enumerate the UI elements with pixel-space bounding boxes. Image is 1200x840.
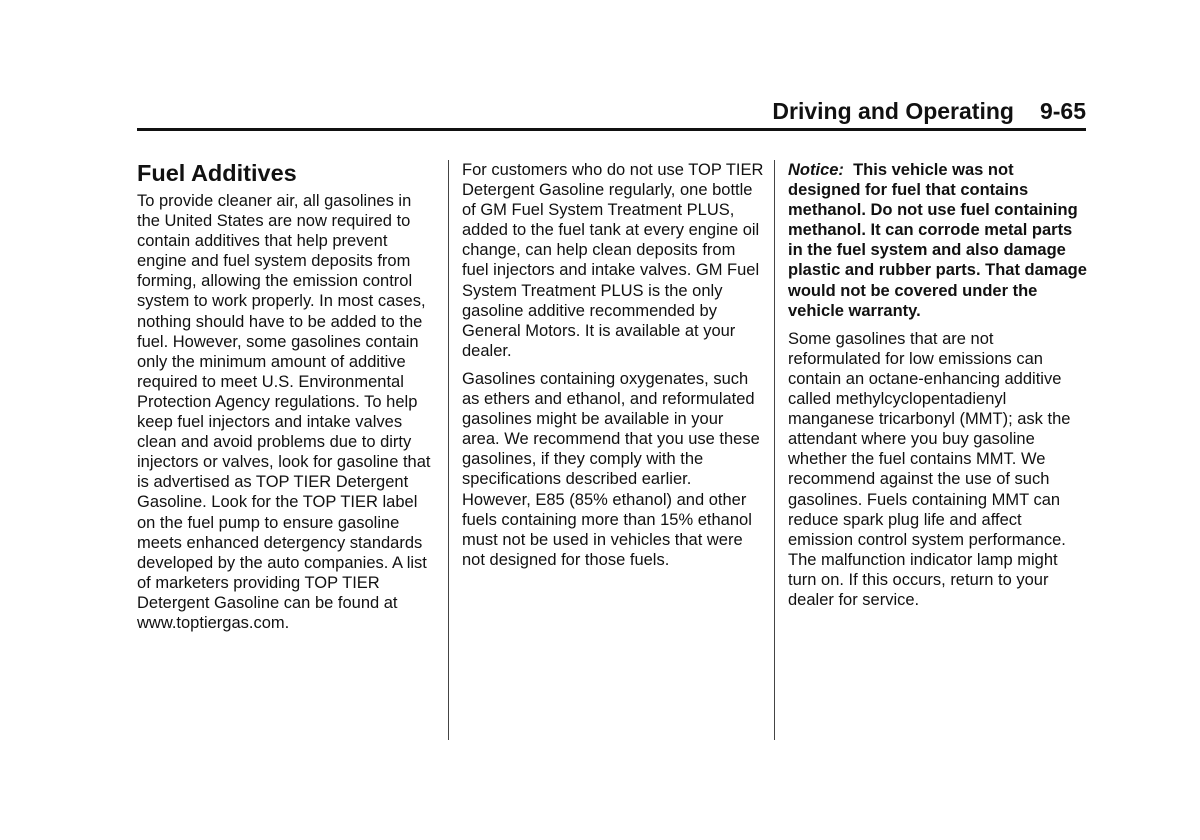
paragraph: Some gasolines that are not reformulated for low emissions can contain an octane-enhancing additive called methylcyclopentadienyl manganese tricarbonyl (MMT); ask the attendant where you buy gasoline whether the fuel contains MMT. We recommend against the use of such gasolines. Fuels containing MMT can reduce spark plug life and affect emission control system performance. The malfunction indicator lamp might turn on. If this occurs, return to your dealer for service. [788, 329, 1071, 609]
section-title: Driving and Operating [772, 98, 1014, 124]
section-heading: Fuel Additives [137, 160, 297, 186]
column-divider [774, 160, 775, 740]
paragraph: Gasolines containing oxygenates, such as ethers and ethanol, and reformulated gasolines might be available in your area. We recommend that you use these gasolines, if they comply with the specifications described earlier. However, E85 (85% ethanol) and other fuels containing more than 15% ethanol must not be used in vehicles that were not designed for those fuels. [462, 369, 760, 569]
column-divider [448, 160, 449, 740]
page-number: 9-65 [1039, 98, 1086, 124]
column-1 [137, 160, 437, 641]
notice-text: This vehicle was not designed for fuel that contains methanol. Do not use fuel containing methanol. It can corrode metal parts in the fuel system and also damage plastic and rubber parts. That damage would not be covered under the vehicle warranty. [788, 161, 1087, 320]
notice-label: Notice: [788, 161, 844, 179]
header-rule [137, 128, 1086, 131]
paragraph: For customers who do not use TOP TIER Detergent Gasoline regularly, one bottle of GM Fuel System Treatment PLUS, added to the fuel tank at every engine oil change, can help clean deposits from fuel injectors and intake valves. GM Fuel System Treatment PLUS is the only gasoline additive recommended by General Motors. It is available at your dealer. [462, 161, 764, 360]
running-header [137, 96, 1086, 126]
notice-block [788, 160, 1088, 321]
paragraph: To provide cleaner air, all gasolines in the United States are now required to contain additives that help prevent engine and fuel system deposits from forming, allowing the emission control system to work properly. In most cases, nothing should have to be added to the fuel. However, some gasolines contain only the minimum amount of additive required to meet U.S. Environmental Protection Agency regulations. To help keep fuel injectors and intake valves clean and avoid problems due to dirty injectors or valves, look for gasoline that is advertised as TOP TIER Detergent Gasoline. Look for the TOP TIER label on the fuel pump to ensure gasoline meets enhanced detergency standards developed by the auto companies. A list of marketers providing TOP TIER Detergent Gasoline can be found at www.toptiergas.com. [137, 192, 431, 632]
column-2 [462, 160, 764, 578]
column-3 [788, 160, 1088, 618]
